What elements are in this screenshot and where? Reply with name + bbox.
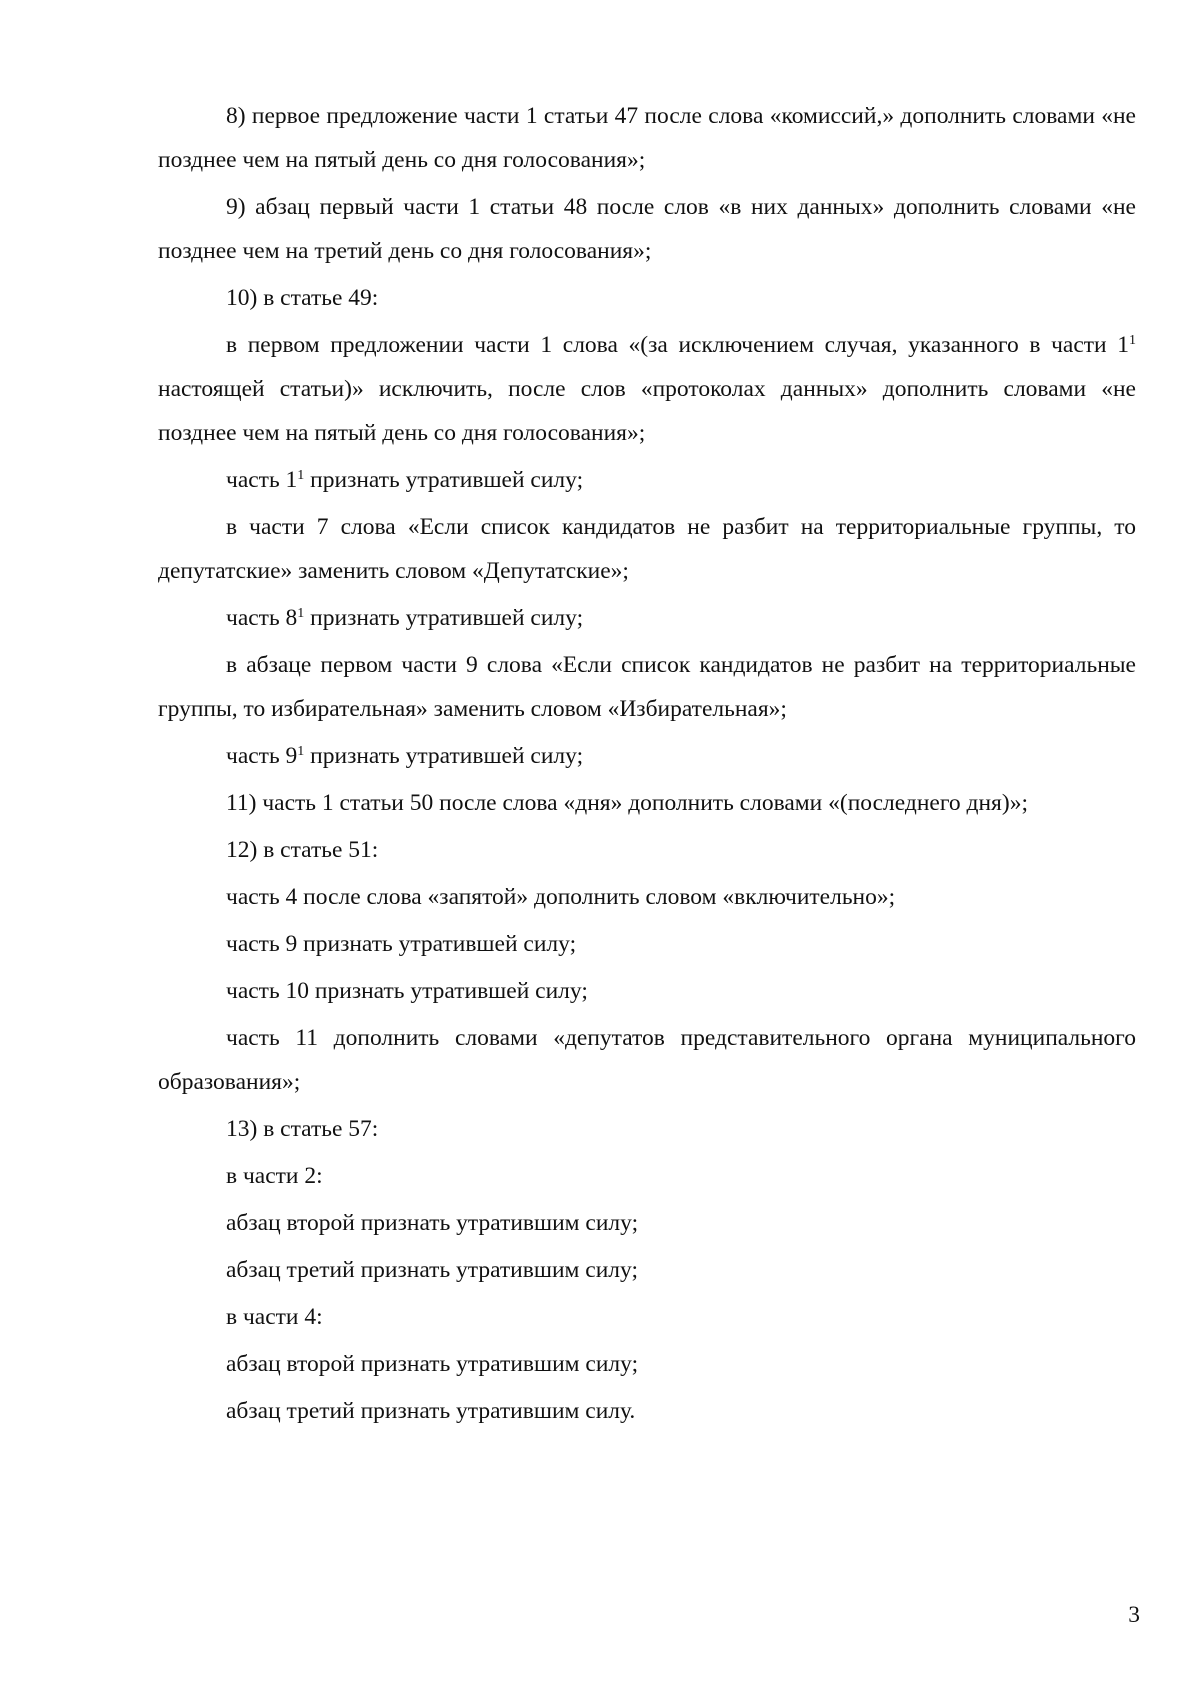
paragraph-item-8: 8) первое предложение части 1 статьи 47 после слова «комиссий,» дополнить словами «не позднее чем на пятый день со дня голосования»; — [158, 103, 1136, 173]
paragraph-item-13-part-2-abzac-3: абзац третий признать утратившим силу; — [226, 1257, 638, 1283]
paragraph-item-10: 10) в статье 49: — [226, 285, 379, 311]
document-body — [158, 94, 1136, 1433]
paragraph-item-13-part-4-abzac-3: абзац третий признать утратившим силу. — [226, 1398, 636, 1424]
paragraph-item-13-part-2: в части 2: — [226, 1163, 323, 1189]
paragraph-item-11: 11) часть 1 статьи 50 после слова «дня» дополнить словами «(последнего дня)»; — [226, 790, 1028, 816]
paragraph-item-10-part-9: в абзаце первом части 9 слова «Если список кандидатов не разбит на территориальные группы, то избирательная» заменить словом «Избирательная»; — [158, 652, 1136, 722]
paragraph-item-12-part-4: часть 4 после слова «запятой» дополнить словом «включительно»; — [226, 884, 896, 910]
paragraph-item-13-part-4-abzac-2: абзац второй признать утратившим силу; — [226, 1351, 639, 1377]
paragraph-item-10-part-7: в части 7 слова «Если список кандидатов не разбит на территориальные группы, то депутатские» заменить словом «Депутатские»; — [158, 514, 1136, 584]
paragraph-item-12-part-11: часть 11 дополнить словами «депутатов представительного органа муниципального образования»; — [158, 1025, 1136, 1095]
paragraph-item-12: 12) в статье 51: — [226, 837, 379, 863]
paragraph-item-13-part-4: в части 4: — [226, 1304, 323, 1330]
paragraph-item-9: 9) абзац первый части 1 статьи 48 после слов «в них данных» дополнить словами «не позднее чем на третий день со дня голосования»; — [158, 194, 1136, 264]
paragraph-item-10-part-1-1: часть $1^1$ признать утратившей силу; — [226, 467, 584, 493]
paragraph-item-13-part-2-abzac-2: абзац второй признать утратившим силу; — [226, 1210, 639, 1236]
paragraph-item-12-part-10: часть 10 признать утратившей силу; — [226, 978, 588, 1004]
page-number: 3 — [1128, 1602, 1140, 1628]
paragraph-item-10-part-1: в первом предложении части 1 слова «(за исключением случая, указанного в части $1^1$ настоящей статьи)» исключить, после слов «протоколах данных» дополнить словами «не позднее чем на пятый день со дня голосования»; — [158, 332, 1136, 446]
paragraph-item-10-part-9-1: часть $9^1$ признать утратившей силу; — [226, 743, 584, 769]
paragraph-item-10-part-8-1: часть $8^1$ признать утратившей силу; — [226, 605, 584, 631]
paragraph-item-13: 13) в статье 57: — [226, 1116, 379, 1142]
paragraph-item-12-part-9: часть 9 признать утратившей силу; — [226, 931, 577, 957]
